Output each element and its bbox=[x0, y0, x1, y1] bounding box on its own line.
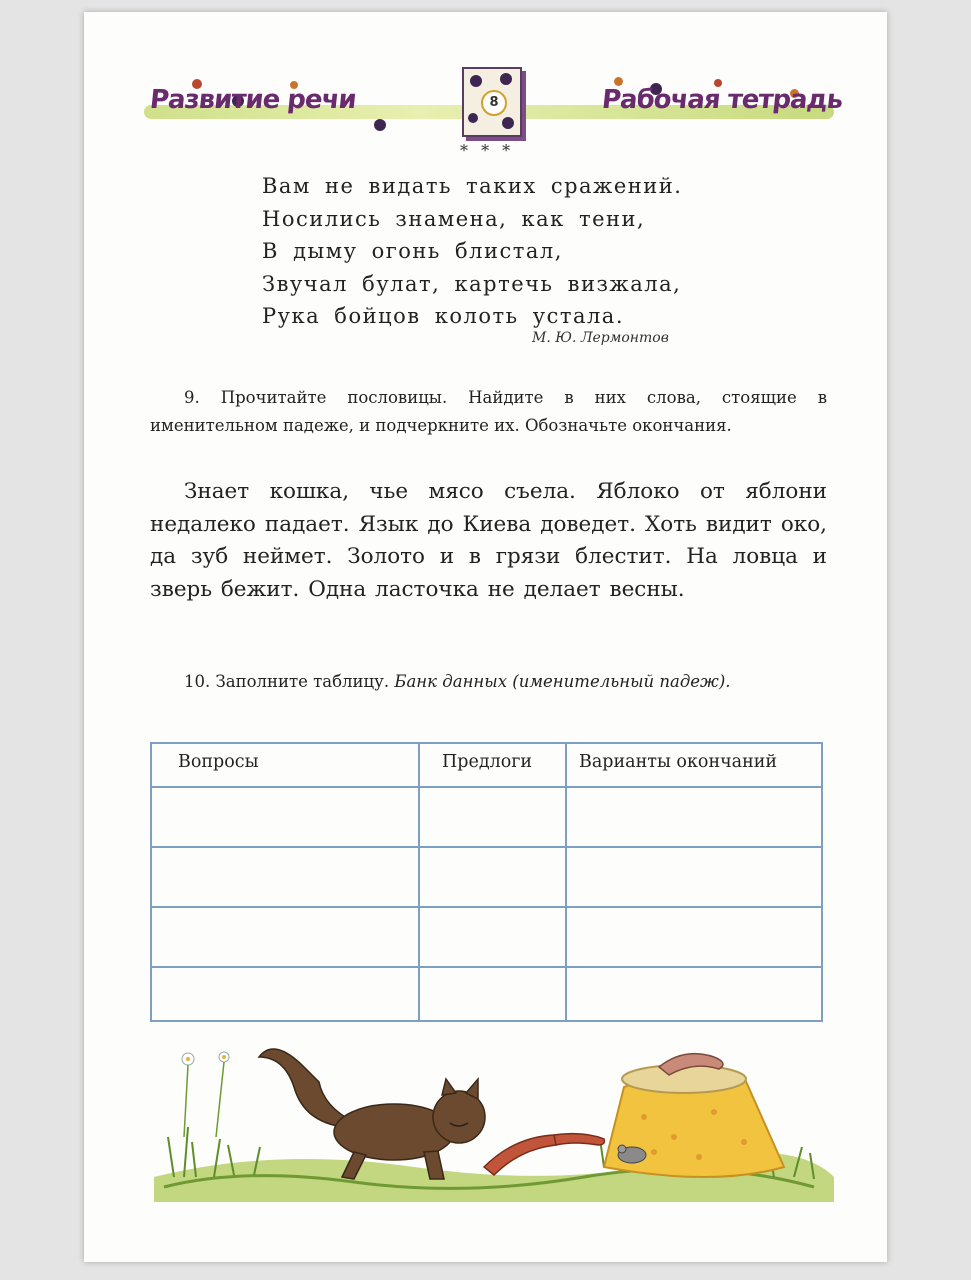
table-row bbox=[152, 908, 821, 968]
table-header-cell bbox=[152, 744, 420, 786]
table-cell[interactable] bbox=[420, 908, 567, 966]
poem bbox=[262, 170, 732, 333]
decor-dot bbox=[470, 75, 482, 87]
data-bank-table bbox=[150, 742, 823, 1022]
decor-dot bbox=[500, 73, 512, 85]
table-row bbox=[152, 848, 821, 908]
lesson-number: 8 bbox=[481, 90, 507, 116]
header-questions: Вопросы bbox=[178, 752, 259, 772]
table-row bbox=[152, 788, 821, 848]
poem-line: Носились знамена, как тени, bbox=[262, 206, 646, 231]
header-endings: Варианты окончаний bbox=[579, 752, 778, 772]
task-9: 9. Прочитайте пословицы. Найдите в них слова, стоящие в именительном падеже, и подчеркните их. Обозначьте окончания. bbox=[150, 388, 827, 435]
decor-dot bbox=[374, 119, 386, 131]
table-cell[interactable] bbox=[152, 848, 420, 906]
poem-line: Рука бойцов колоть устала. bbox=[262, 304, 625, 328]
table-cell[interactable] bbox=[152, 788, 420, 846]
workbook-page bbox=[84, 12, 887, 1262]
task-10 bbox=[150, 668, 827, 696]
table-cell[interactable] bbox=[420, 848, 567, 906]
table-row bbox=[152, 968, 821, 1020]
section-stars: * * * bbox=[460, 141, 515, 160]
header-prepositions: Предлоги bbox=[442, 752, 533, 772]
poem-line: Вам не видать таких сражений. bbox=[262, 174, 683, 198]
table-cell[interactable] bbox=[152, 908, 420, 966]
table-header-row bbox=[152, 744, 821, 788]
poem-line: Звучал булат, картечь визжала, bbox=[262, 271, 682, 296]
header-left-title: Развитие речи bbox=[148, 85, 358, 115]
poem-author: М. Ю. Лермонтов bbox=[532, 330, 669, 346]
cat-sausage-stump-illustration bbox=[154, 1027, 834, 1207]
table-cell[interactable] bbox=[152, 968, 420, 1020]
poem-line: В дыму огонь блистал, bbox=[262, 239, 563, 263]
task-10-instruction: 10. Заполните таблицу. bbox=[184, 672, 390, 691]
task-10-italic: Банк данных (именительный падеж). bbox=[394, 672, 731, 691]
table-header-cell bbox=[420, 744, 567, 786]
decor-dot bbox=[502, 117, 514, 129]
lesson-badge bbox=[462, 67, 522, 137]
table-cell[interactable] bbox=[420, 788, 567, 846]
proverbs-text: Знает кошка, чье мясо съела. Яблоко от яблони недалеко падает. Язык до Киева доведет. Хоть видит око, да зуб неймет. Золото и в грязи блестит. На ловца и зверь бежит. Одна ласточка не делает весны. bbox=[150, 479, 827, 602]
table-cell[interactable] bbox=[420, 968, 567, 1020]
decor-dot bbox=[468, 113, 478, 123]
header-right-title: Рабочая тетрадь bbox=[600, 85, 844, 115]
page-header bbox=[84, 67, 887, 160]
